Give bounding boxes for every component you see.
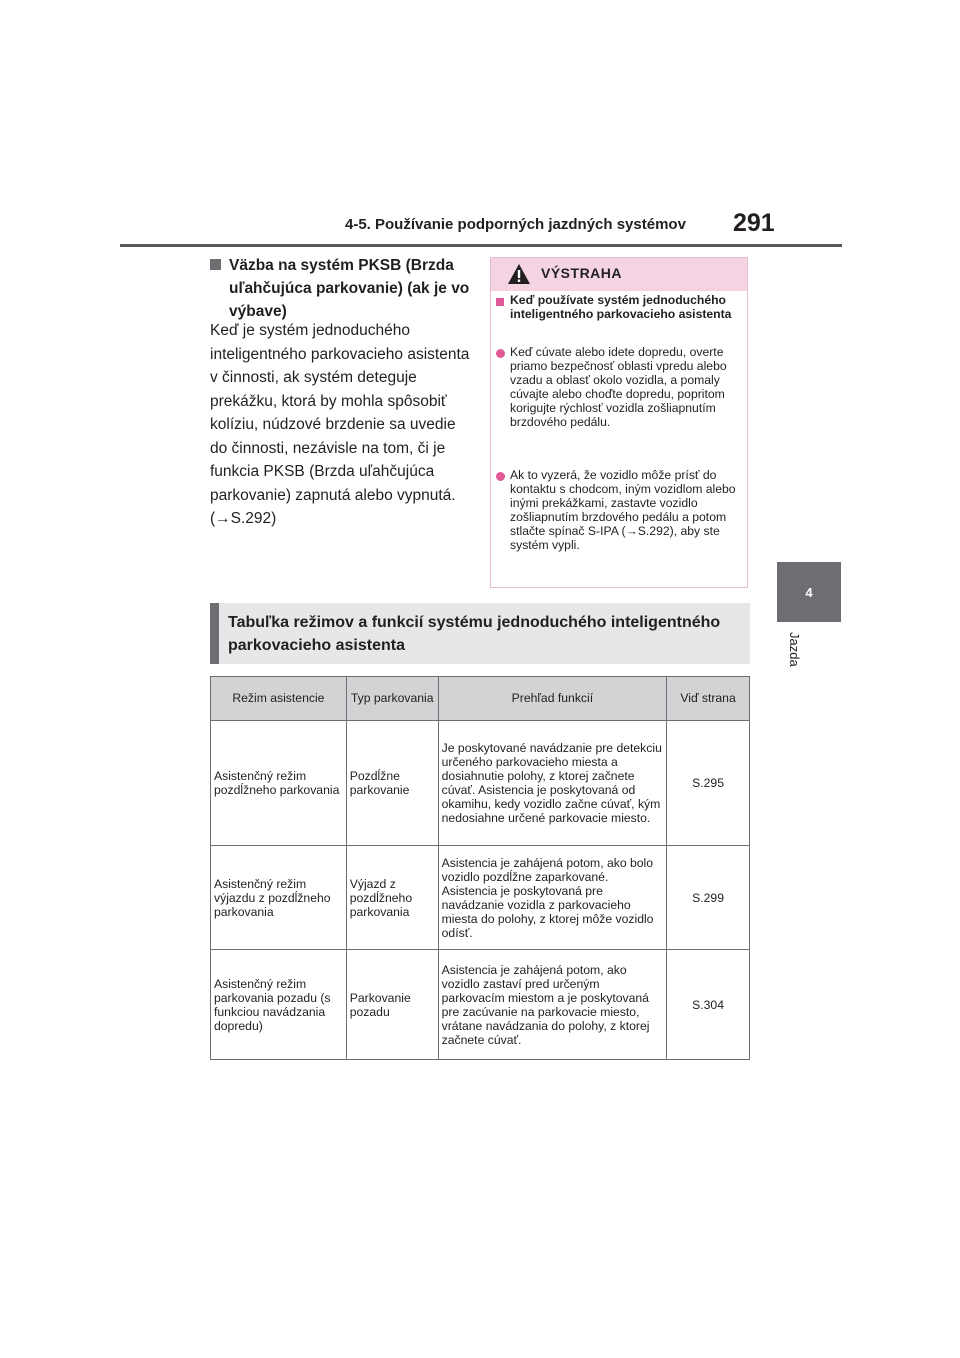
type-cell: Výjazd z pozdĺžneho parkovania — [346, 846, 438, 950]
type-cell: Pozdĺžne parkovanie — [346, 721, 438, 846]
chapter-label: Jazda — [787, 632, 802, 667]
summary-cell: Asistencia je zahájená potom, ako bolo vozidlo pozdĺžne zaparkované. Asistencia je poskytovaná pre navádzanie vozidla z parkovacieho miesta do polohy, z ktorej môže vozidlo odísť. — [438, 846, 666, 950]
table-section-heading-text: Tabuľka režimov a funkcií systému jednoduchého inteligentného parkovacieho asistenta — [228, 614, 721, 654]
warning-box — [490, 257, 748, 588]
warning-item-1: Keď cúvate alebo idete dopredu, overte priamo bezpečnosť oblasti vpredu alebo vzadu a oblasť okolo vozidla, a pomaly cúvajte alebo choďte dopredu, popritom korigujte rýchlosť vozidla zošliapnutím brzdového pedálu. — [510, 345, 727, 429]
table-section-heading — [210, 603, 750, 664]
section-title: 4-5. Používanie podporných jazdných systémov — [345, 216, 686, 233]
page-ref-cell: S.299 — [667, 846, 750, 950]
warning-square-bullet-icon — [496, 298, 504, 306]
column-header: Viď strana — [667, 677, 750, 721]
square-bullet-icon — [210, 259, 221, 270]
mode-cell: Asistenčný režim parkovania pozadu (s funkciou navádzania dopredu) — [211, 950, 347, 1060]
column-header: Prehľad funkcií — [438, 677, 666, 721]
warning-title: VÝSTRAHA — [541, 265, 623, 281]
pksb-paragraph: Keď je systém jednoduchého inteligentného parkovacieho asistenta v činnosti, ak systém deteguje prekážku, ktorá by mohla spôsobiť kolíziu, núdzové brzdenie sa uvedie do činnosti, nezávisle na tom, či je funkcia PKSB (Brzda uľahčujúca parkovanie) zapnutá alebo vypnutá. (→S.292) — [210, 322, 470, 527]
heading-accent-bar — [210, 603, 219, 664]
chapter-label-wrap — [782, 632, 812, 692]
table-row — [211, 950, 750, 1060]
mode-cell: Asistenčný režim výjazdu z pozdĺžneho parkovania — [211, 846, 347, 950]
page-number: 291 — [733, 209, 775, 237]
warning-dot-bullet-icon — [496, 349, 505, 358]
warning-dot-bullet-icon — [496, 472, 505, 481]
page-ref-cell: S.295 — [667, 721, 750, 846]
table-row — [211, 721, 750, 846]
column-header: Režim asistencie — [211, 677, 347, 721]
page-ref-cell: S.304 — [667, 950, 750, 1060]
chapter-number: 4 — [805, 584, 813, 600]
summary-cell: Asistencia je zahájená potom, ako vozidlo zastaví pred určeným parkovacím miestom a je poskytovaná pre zacúvanie na parkovacie miesto, vrátane navádzania do polohy, z ktorej začnete cúvať. — [438, 950, 666, 1060]
summary-cell: Je poskytované navádzanie pre detekciu určeného parkovacieho miesta a dosiahnutie polohy, z ktorej začnete cúvať. Asistencia je poskytovaná od okamihu, kedy vozidlo začne cúvať, kým nedosiahne určené parkovacie miesto. — [438, 721, 666, 846]
pksb-heading — [210, 254, 472, 323]
modes-table — [210, 676, 750, 1060]
warning-item-2: Ak to vyzerá, že vozidlo môže prísť do kontaktu s chodcom, iným vozidlom alebo inými prekážkami, zastavte vozidlo zošliapnutím brzdového pedálu a potom stlačte spínač S-IPA (→S.292), aby ste systém vypli. — [510, 468, 736, 552]
chapter-tab — [777, 562, 841, 622]
type-cell: Parkovanie pozadu — [346, 950, 438, 1060]
warning-header — [491, 258, 747, 291]
header-rule — [120, 244, 842, 247]
warning-subheading: Keď používate systém jednoduchého inteligentného parkovacieho asistenta — [510, 293, 732, 321]
table-row — [211, 846, 750, 950]
pksb-heading-text: Väzba na systém PKSB (Brzda uľahčujúca parkovanie) (ak je vo výbave) — [229, 257, 470, 320]
table-header-row — [211, 677, 750, 721]
column-header: Typ parkovania — [346, 677, 438, 721]
warning-triangle-icon — [507, 263, 531, 285]
mode-cell: Asistenčný režim pozdĺžneho parkovania — [211, 721, 347, 846]
